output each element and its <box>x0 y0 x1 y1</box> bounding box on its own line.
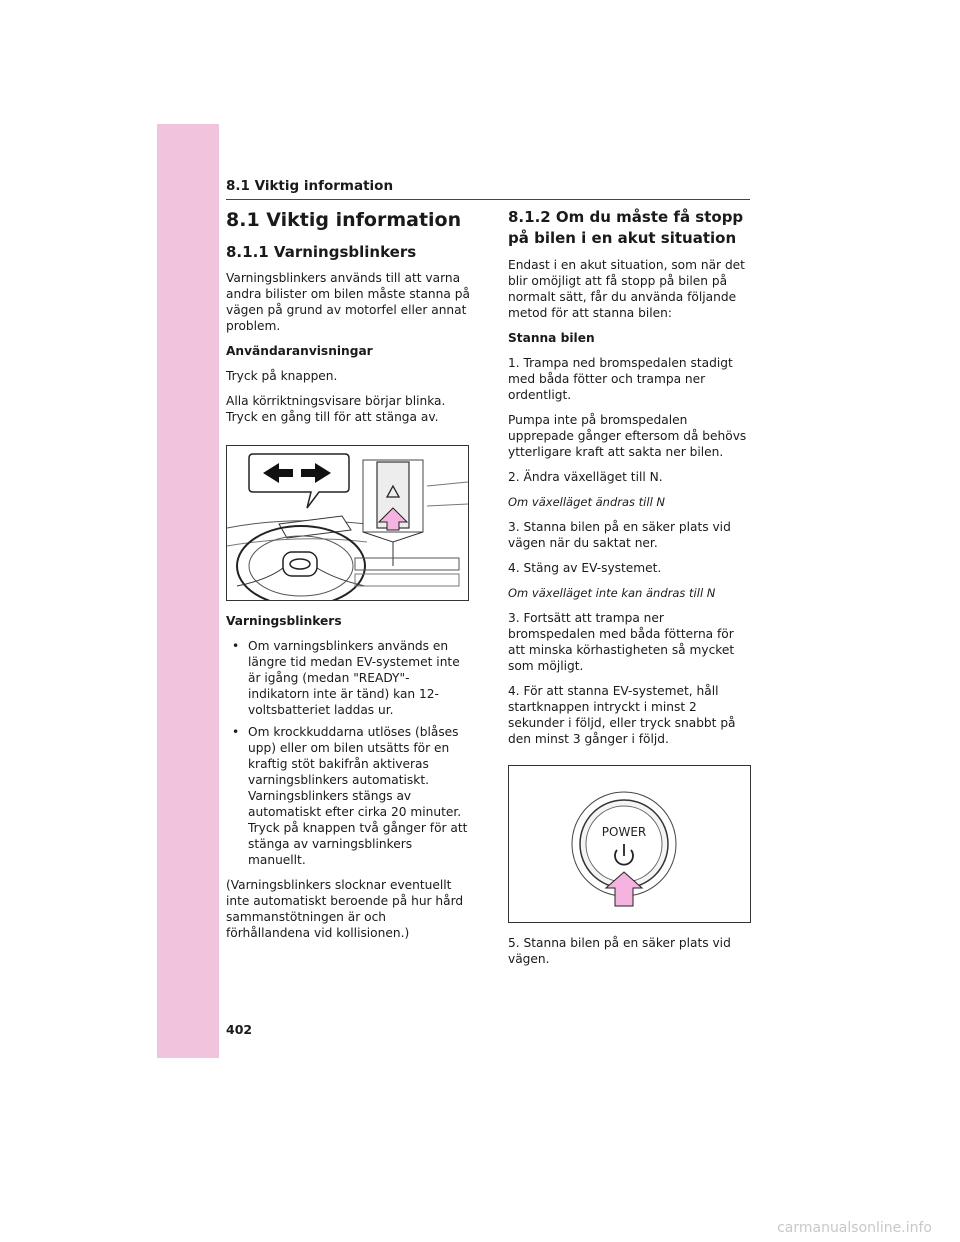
step-4a: 4. Stäng av EV-systemet. <box>508 561 662 575</box>
power-button-figure <box>508 765 751 923</box>
hazard-intro: Varningsblinkers används till att varna andra bilister om bilen måste stanna på vägen på grund av motorfel eller annat problem. <box>226 271 470 333</box>
running-header: 8.1 Viktig information <box>226 178 394 194</box>
step-press-button: Tryck på knappen. <box>226 369 338 383</box>
page-number: 402 <box>226 1022 253 1037</box>
step-1-note: Pumpa inte på bromspedalen upprepade gånger eftersom då behövs ytterligare kraft att sakta ner bilen. <box>508 413 747 459</box>
hazard-notes-list <box>226 638 470 868</box>
step-blink: Alla körriktningsvisare börjar blinka. Tryck en gång till för att stänga av. <box>226 394 446 424</box>
step-2: 2. Ändra växelläget till N. <box>508 470 663 484</box>
figure-caption: Varningsblinkers <box>226 614 342 628</box>
case-not-n-heading: Om växelläget inte kan ändras till N <box>508 586 716 600</box>
step-1: 1. Trampa ned bromspedalen stadigt med båda fötter och trampa ner ordentligt. <box>508 356 733 402</box>
dashboard-illustration <box>227 446 468 600</box>
step-3a: 3. Stanna bilen på en säker plats vid vägen när du saktat ner. <box>508 520 731 550</box>
watermark: carmanualsonline.info <box>777 1220 932 1236</box>
hazard-button-figure <box>226 445 469 601</box>
subsection-title-hazard: 8.1.1 Varningsblinkers <box>226 243 417 261</box>
hazard-note: (Varningsblinkers slocknar eventuellt inte automatiskt beroende på hur hård sammanstötningen är och förhållandena vid kollisionen.) <box>226 878 464 940</box>
list-item: • Om krockkuddarna utlöses (blåses upp) eller om bilen utsätts för en kraftig stöt bakifrån aktiveras varningsblinkers automatiskt. Varningsblinkers stängs av automatiskt efter cirka 20 minuter. Tryck på knappen två gånger för att stänga av varningsblinkers manuellt. <box>226 724 470 868</box>
step-4b: 4. För att stanna EV-systemet, håll startknappen intryckt i minst 2 sekunder i följd, eller tryck snabbt på den minst 3 gånger i följd. <box>508 684 736 746</box>
right-column <box>508 205 752 976</box>
instructions-heading: Användaranvisningar <box>226 344 373 358</box>
list-item: • Om varningsblinkers används en längre tid medan EV-systemet inte är igång (medan "READY"-indikatorn inte är tänd) kan 12-voltsbatteriet laddas ur. <box>226 638 470 718</box>
section-title: 8.1 Viktig information <box>226 209 462 231</box>
stop-heading: Stanna bilen <box>508 331 595 345</box>
case-n-heading: Om växelläget ändras till N <box>508 495 666 509</box>
power-button-illustration <box>509 766 750 922</box>
step-5: 5. Stanna bilen på en säker plats vid vägen. <box>508 936 731 966</box>
chapter-side-band <box>157 124 219 1058</box>
left-column <box>226 205 470 950</box>
power-label: POWER <box>601 825 647 839</box>
header-rule <box>226 199 750 200</box>
emergency-intro: Endast i en akut situation, som när det blir omöjligt att få stopp på bilen på normalt sätt, får du använda följande metod för att stanna bilen: <box>508 258 745 320</box>
subsection-title-emergency: 8.1.2 Om du måste få stopp på bilen i en akut situation <box>508 208 744 247</box>
step-3b: 3. Fortsätt att trampa ner bromspedalen med båda fötterna för att minska körhastigheten så mycket som möjligt. <box>508 611 735 673</box>
